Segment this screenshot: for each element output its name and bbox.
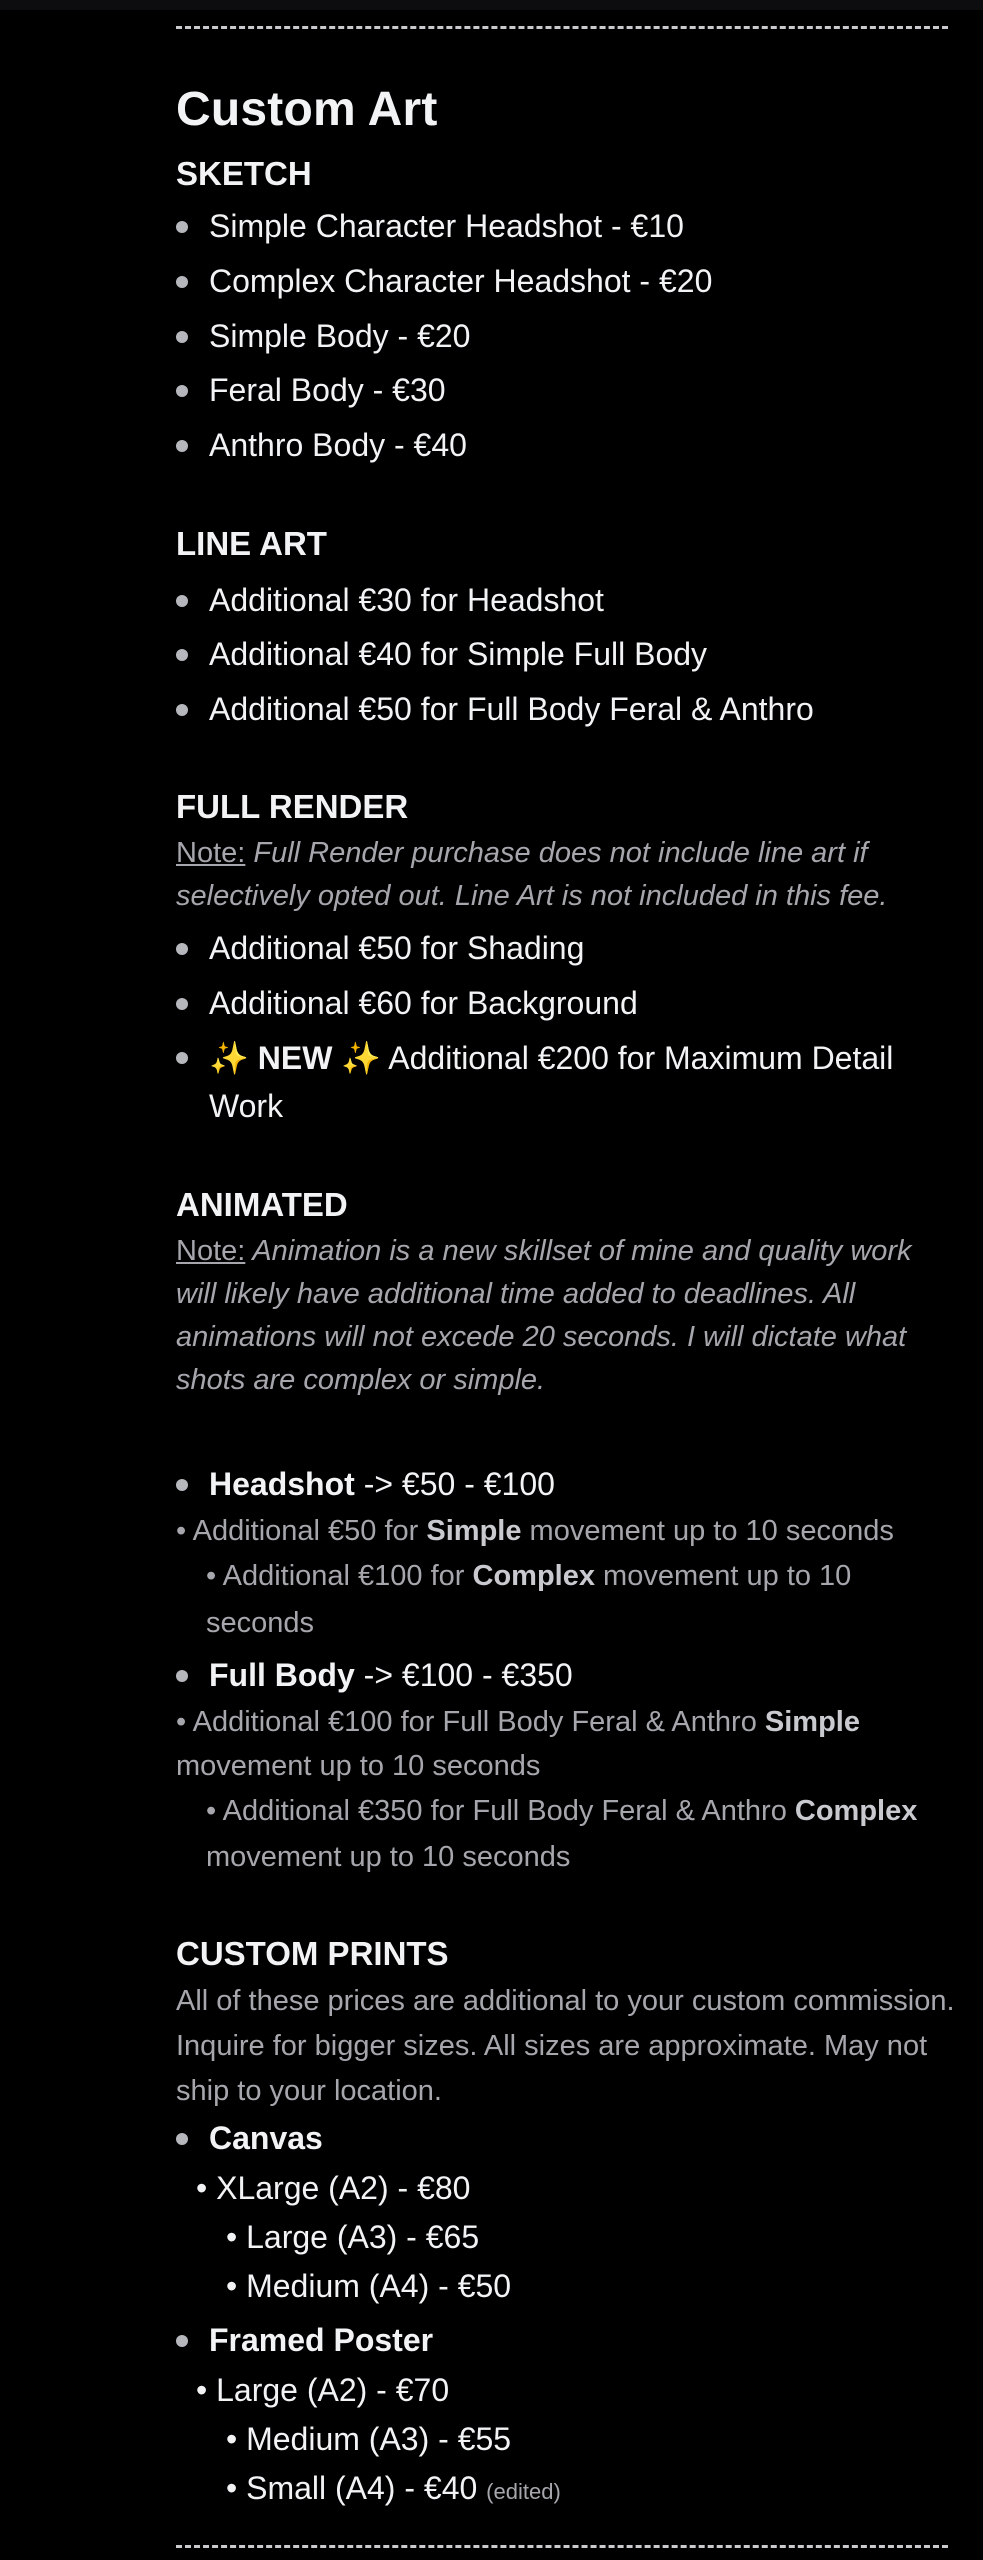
bullet-icon [176, 1670, 188, 1682]
bullet-icon [176, 385, 188, 397]
sub-item: • Medium (A4) - €50 [226, 2268, 512, 2304]
line-art-heading: LINE ART [176, 525, 327, 562]
bullet-icon [176, 331, 188, 343]
bullet-icon [176, 440, 188, 452]
sparkle-icon: ✨ [341, 1040, 382, 1076]
custom-prints-heading: CUSTOM PRINTS [176, 1935, 449, 1972]
sub-item-continued: seconds [206, 1607, 315, 1639]
bottom-dashed-divider [176, 2545, 948, 2548]
sub-item: • Additional €50 for Simple movement up to 10 seconds [176, 1515, 894, 1547]
sub-item: • Medium (A3) - €55 [226, 2421, 512, 2457]
sub-item: • Large (A3) - €65 [226, 2219, 480, 2255]
bullet-icon [176, 649, 188, 661]
sparkle-icon: ✨ [209, 1040, 249, 1076]
sub-item: • Additional €100 for Complex movement up to 10 [206, 1560, 852, 1592]
new-badge: NEW [257, 1040, 333, 1076]
sub-item: • Large (A2) - €70 [196, 2372, 450, 2408]
bullet-icon [176, 704, 188, 716]
sub-item: • Additional €350 for Full Body Feral & Anthro Complex [206, 1795, 918, 1827]
list-item-continued: Work [209, 1088, 284, 1124]
sub-item-continued: movement up to 10 seconds [206, 1841, 571, 1873]
bullet-icon [176, 943, 188, 955]
animated-note: Note: Animation is a new skillset of mine and quality work will likely have additional time added to deadlines. All animations will not excede 20 seconds. I will dictate what shots are complex or simple. [176, 1235, 912, 1396]
bullet-icon [176, 595, 188, 607]
page-title: Custom Art [176, 83, 438, 136]
sketch-heading: SKETCH [176, 155, 312, 192]
bullet-icon [176, 2335, 188, 2347]
top-bar [0, 0, 983, 10]
sub-item-continued: movement up to 10 seconds [176, 1750, 541, 1782]
bullet-icon [176, 221, 188, 233]
custom-prints-description: All of these prices are additional to your custom commission. Inquire for bigger sizes. All sizes are approximate. May not ship to your location. [176, 1985, 955, 2107]
bullet-icon [176, 998, 188, 1010]
full-render-heading: FULL RENDER [176, 788, 409, 825]
sub-item: • Small (A4) - €40 (edited) [226, 2470, 561, 2506]
edited-label: (edited) [486, 2479, 561, 2504]
bullet-icon [176, 1479, 188, 1491]
bullet-icon [176, 276, 188, 288]
full-render-note: Note: Full Render purchase does not include line art if selectively opted out. Line Art is not included in this fee. [176, 837, 888, 912]
top-dashed-divider [176, 26, 948, 29]
sub-item: • Additional €100 for Full Body Feral & Anthro Simple [176, 1706, 860, 1738]
sub-item: • XLarge (A2) - €80 [196, 2170, 471, 2206]
animated-heading: ANIMATED [176, 1186, 348, 1223]
bullet-icon [176, 1052, 188, 1064]
bullet-icon [176, 2133, 188, 2145]
